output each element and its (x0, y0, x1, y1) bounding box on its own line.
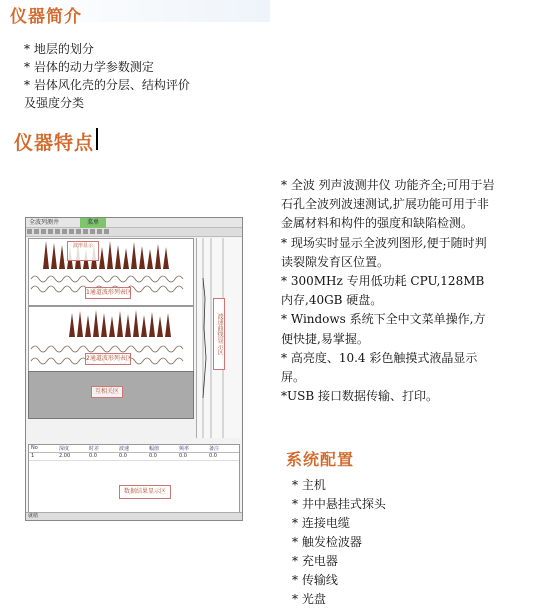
config-item: * 光盘 (292, 592, 326, 606)
feature-paragraph: * 高亮度、10.4 彩色触摸式液晶显示屏。 (281, 350, 478, 385)
table-cell: 1 (31, 453, 35, 459)
correlation-area (28, 371, 194, 419)
config-item: * 连接电缆 (292, 516, 350, 530)
table-cell: 0.0 (119, 453, 127, 459)
table-header-cell: No (31, 445, 38, 451)
intro-item: * 地层的划分 (24, 42, 94, 56)
wave-spikes-2 (69, 310, 171, 337)
software-screenshot (25, 217, 243, 521)
annot-vertical: 波速曲线显示区 (213, 298, 225, 370)
config-item: * 充电器 (292, 554, 338, 568)
features-text (281, 176, 497, 406)
annot-channel-2: 2通道波形列表区 (85, 353, 131, 365)
feature-paragraph: *USB 接口数据传输、打印。 (281, 389, 438, 404)
config-heading: 系统配置 (286, 450, 355, 469)
intro-list (24, 40, 190, 112)
velocity-column (196, 238, 241, 438)
text-cursor (96, 128, 98, 150)
waveform-panel-2 (28, 306, 194, 372)
intro-heading: 仪器简介 (10, 7, 82, 27)
status-bar: 就绪 (26, 512, 242, 520)
toolbar (26, 228, 242, 237)
table-header-cell: 频率 (179, 446, 190, 452)
config-item: * 井中悬挂式探头 (292, 497, 386, 511)
table-header-cell: 时差 (89, 446, 100, 452)
feature-paragraph: * Windows 系统下全中文菜单操作,方便快捷,易掌握。 (281, 312, 486, 346)
table-cell: 0.0 (209, 453, 217, 459)
features-heading: 仪器特点 (14, 132, 95, 154)
table-header-cell: 幅值 (149, 446, 160, 452)
window-title: 全波列测井 (26, 218, 242, 228)
annot-data-area: 数据结果显示区 (119, 485, 171, 499)
feature-paragraph: * 现场实时显示全波列图形,便于随时判读裂隙发育区位置。 (281, 235, 487, 269)
config-item: * 主机 (292, 478, 326, 492)
table-cell: 0.0 (149, 453, 157, 459)
config-item: * 触发检波器 (292, 535, 362, 549)
table-header-cell: 深度 (59, 446, 70, 452)
menu-tag: 菜单 (80, 218, 106, 228)
annot-menu-area: 波形显示 (67, 241, 99, 261)
feature-paragraph: * 全波 列声波测井仪 功能齐全;可用于岩石孔全波列波速测试,扩展功能可用于非金属材料和构件的强度和缺陷检测。 (281, 178, 495, 231)
table-row (29, 453, 239, 461)
annot-marker: 互相关区 (91, 386, 123, 398)
data-table (28, 444, 240, 516)
table-header (29, 445, 239, 453)
table-cell: 0.0 (89, 453, 97, 459)
table-header-cell: 波速 (119, 446, 130, 452)
intro-item: 及强度分类 (24, 96, 85, 110)
table-header-cell: 备注 (209, 446, 220, 452)
feature-paragraph: * 300MHz 专用低功耗 CPU,128MB 内存,40GB 硬盘。 (281, 274, 485, 308)
waveform-panel-1 (28, 238, 194, 306)
table-cell: 0.0 (179, 453, 187, 459)
config-list (292, 476, 386, 609)
intro-item: * 岩体风化壳的分层、结构评价 (24, 78, 190, 92)
table-cell: 2.00 (59, 453, 71, 459)
intro-item: * 岩体的动力学参数测定 (24, 60, 154, 74)
wave-spikes-1 (43, 241, 169, 269)
annot-channel-1: 1通道波形列表区 (85, 287, 131, 299)
config-item: * 传输线 (292, 573, 338, 587)
